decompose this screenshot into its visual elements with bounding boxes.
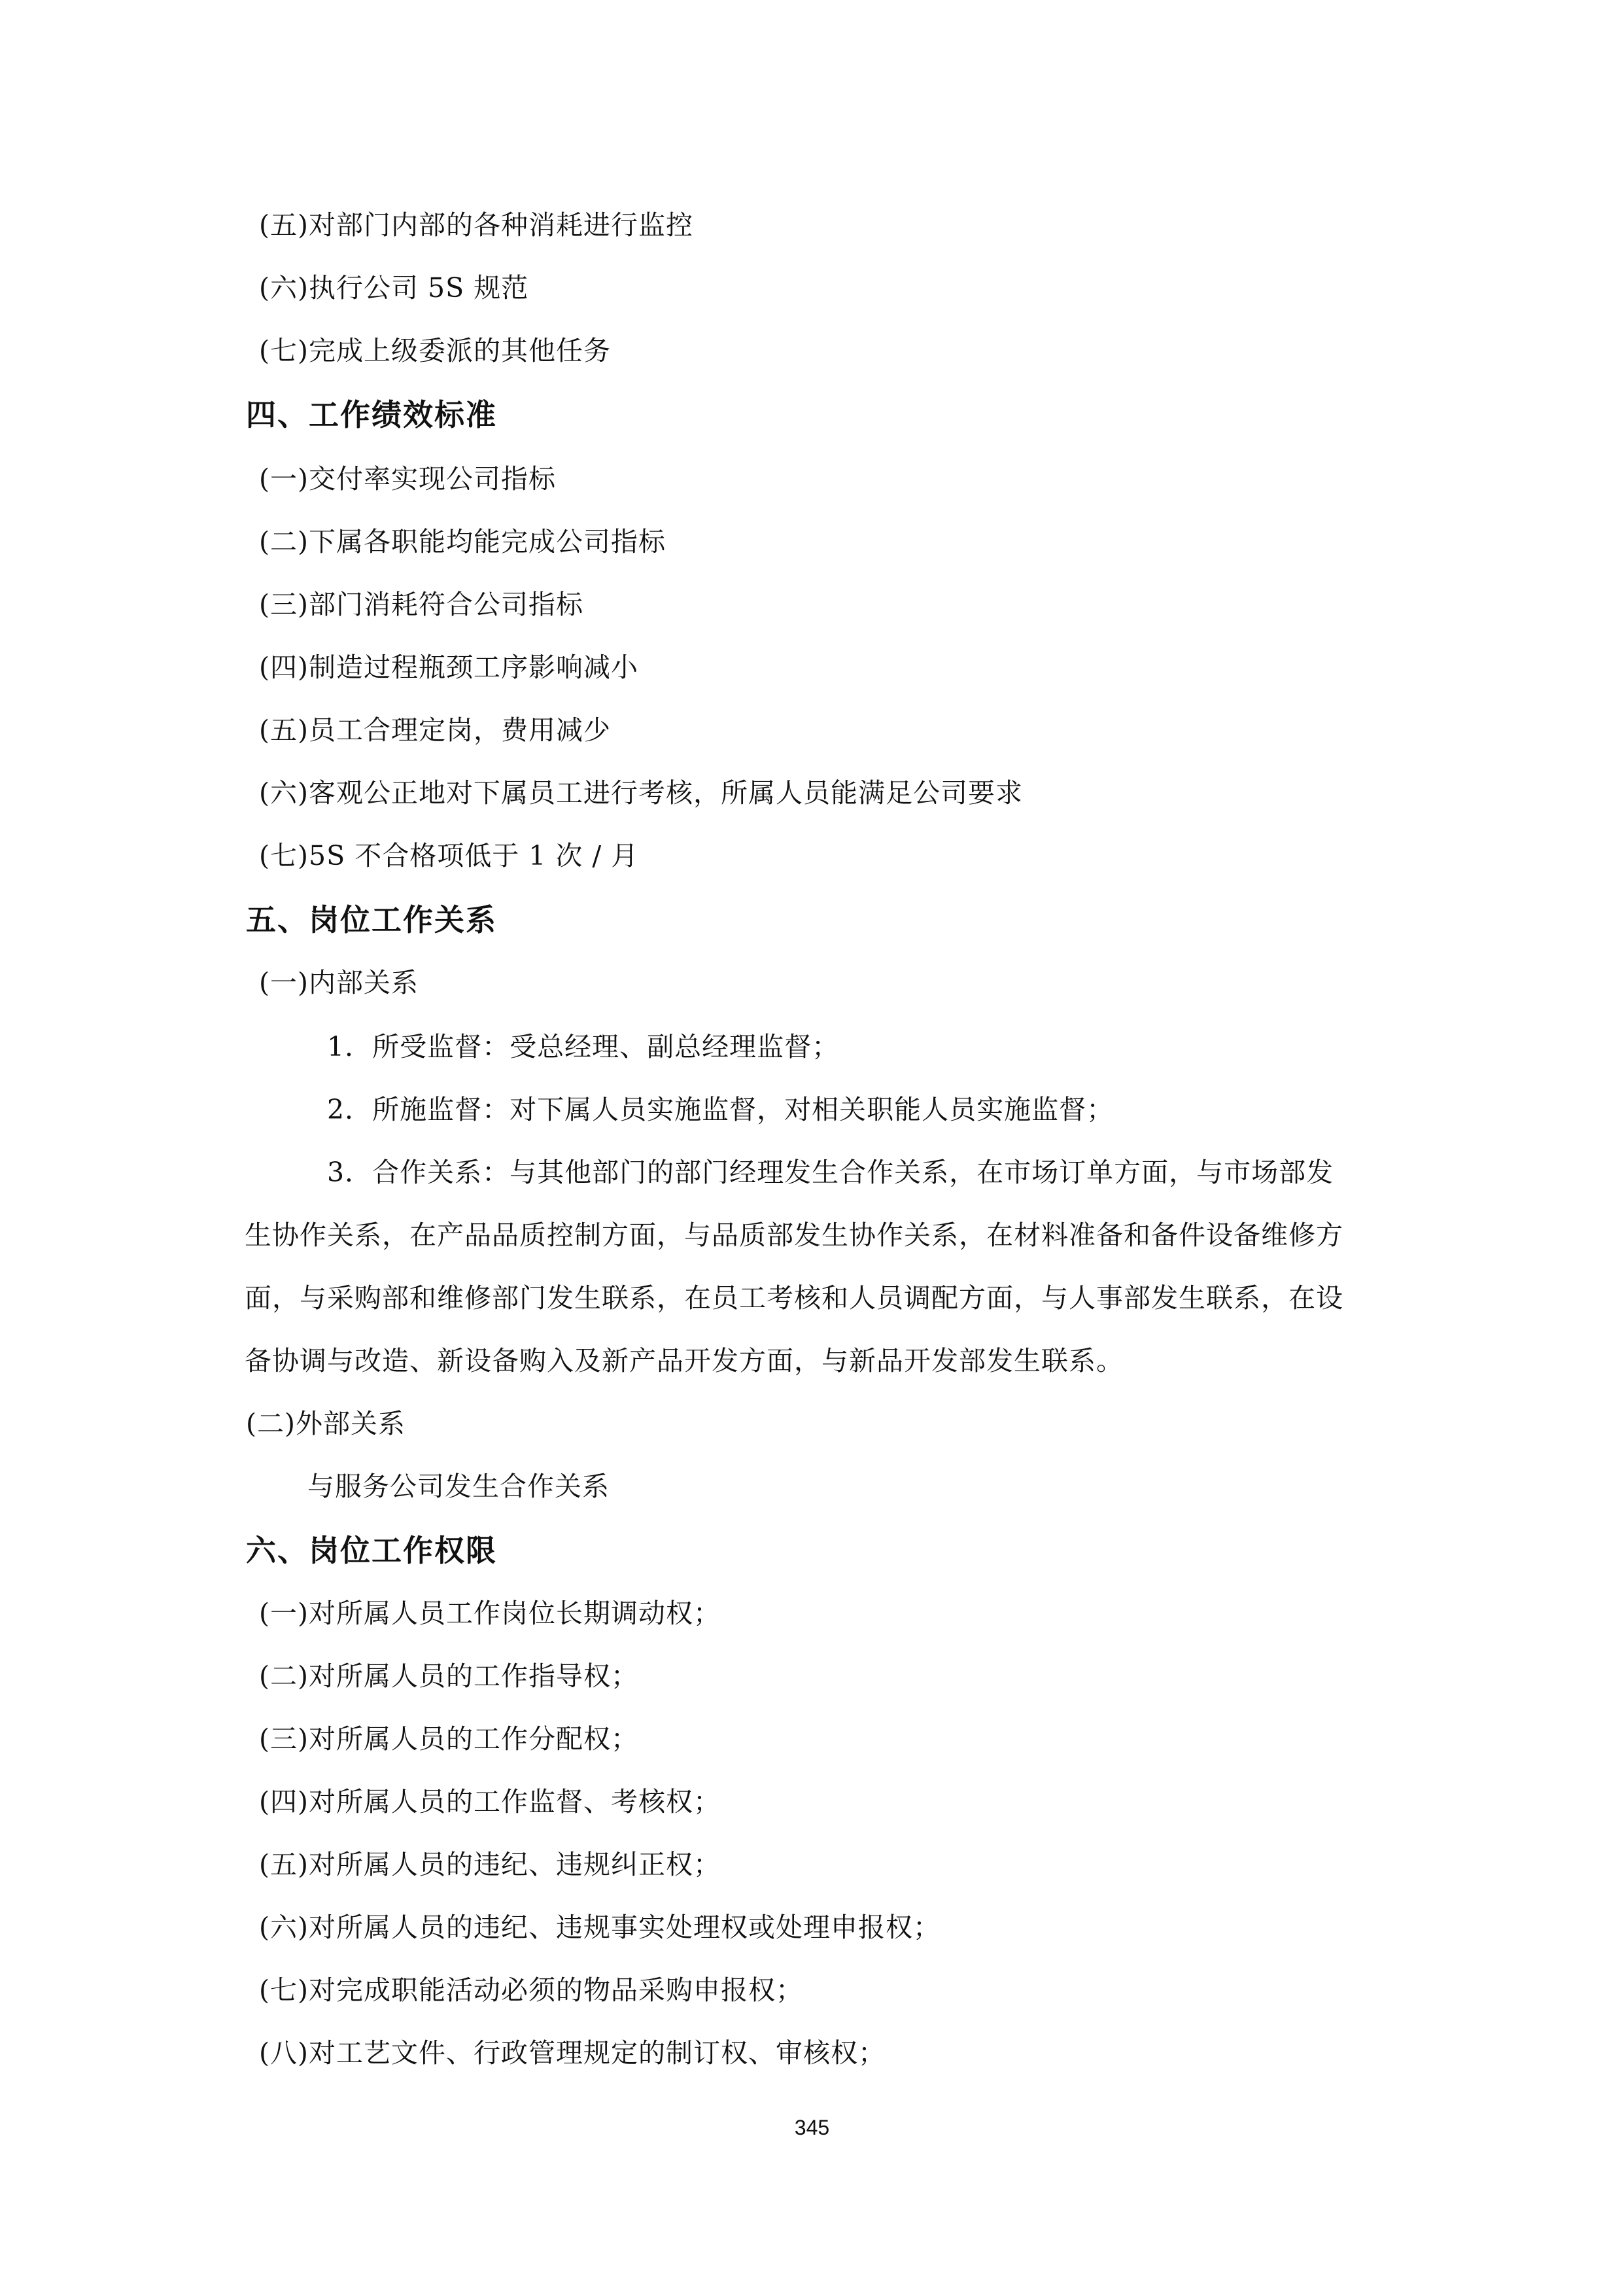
list-item: (一)对所属人员工作岗位长期调动权； xyxy=(259,1598,721,1629)
list-item: (四)制造过程瓶颈工序影响减小 xyxy=(259,652,638,683)
list-item: (七)5S 不合格项低于 1 次 / 月 xyxy=(259,840,639,871)
list-item: (六)执行公司 5S 规范 xyxy=(259,272,529,304)
paragraph-line: 3．合作关系：与其他部门的部门经理发生合作关系，在市场订单方面，与市场部发 xyxy=(327,1157,1334,1188)
list-item: (一)交付率实现公司指标 xyxy=(259,463,556,495)
subsection-title: (二)外部关系 xyxy=(246,1408,406,1439)
list-item: (八)对工艺文件、行政管理规定的制订权、审核权； xyxy=(259,2037,886,2069)
section-heading: 六、岗位工作权限 xyxy=(246,1533,497,1568)
list-item: (二)下属各职能均能完成公司指标 xyxy=(259,526,666,557)
section-heading: 四、工作绩效标准 xyxy=(246,397,497,432)
list-item: 2．所施监督：对下属人员实施监督，对相关职能人员实施监督； xyxy=(327,1094,1114,1125)
list-item: (五)对部门内部的各种消耗进行监控 xyxy=(259,209,693,241)
paragraph-line: 备协调与改造、新设备购入及新产品开发方面，与新品开发部发生联系。 xyxy=(245,1345,1124,1376)
paragraph-line: 面，与采购部和维修部门发生联系，在员工考核和人员调配方面，与人事部发生联系，在设 xyxy=(245,1282,1343,1314)
list-item: (六)客观公正地对下属员工进行考核，所属人员能满足公司要求 xyxy=(259,777,1023,809)
list-item: (五)对所属人员的违纪、违规纠正权； xyxy=(259,1849,721,1880)
list-item: (五)员工合理定岗，费用减少 xyxy=(259,714,611,746)
list-item: (七)完成上级委派的其他任务 xyxy=(259,335,611,366)
paragraph-line: 生协作关系，在产品品质控制方面，与品质部发生协作关系，在材料准备和备件设备维修方 xyxy=(245,1219,1343,1251)
list-item: (七)对完成职能活动必须的物品采购申报权； xyxy=(259,1974,803,2006)
list-item: (四)对所属人员的工作监督、考核权； xyxy=(259,1786,721,1817)
page-number: 345 xyxy=(794,2116,830,2139)
section-heading: 五、岗位工作关系 xyxy=(246,902,497,937)
list-item: 1．所受监督：受总经理、副总经理监督； xyxy=(327,1031,840,1062)
list-item: (二)对所属人员的工作指导权； xyxy=(259,1660,638,1692)
subsection-title: (一)内部关系 xyxy=(259,967,419,998)
list-item: (三)对所属人员的工作分配权； xyxy=(259,1723,638,1755)
list-item: (三)部门消耗符合公司指标 xyxy=(259,589,583,620)
paragraph-line: 与服务公司发生合作关系 xyxy=(307,1471,610,1502)
list-item: (六)对所属人员的违纪、违规事实处理权或处理申报权； xyxy=(259,1912,941,1943)
